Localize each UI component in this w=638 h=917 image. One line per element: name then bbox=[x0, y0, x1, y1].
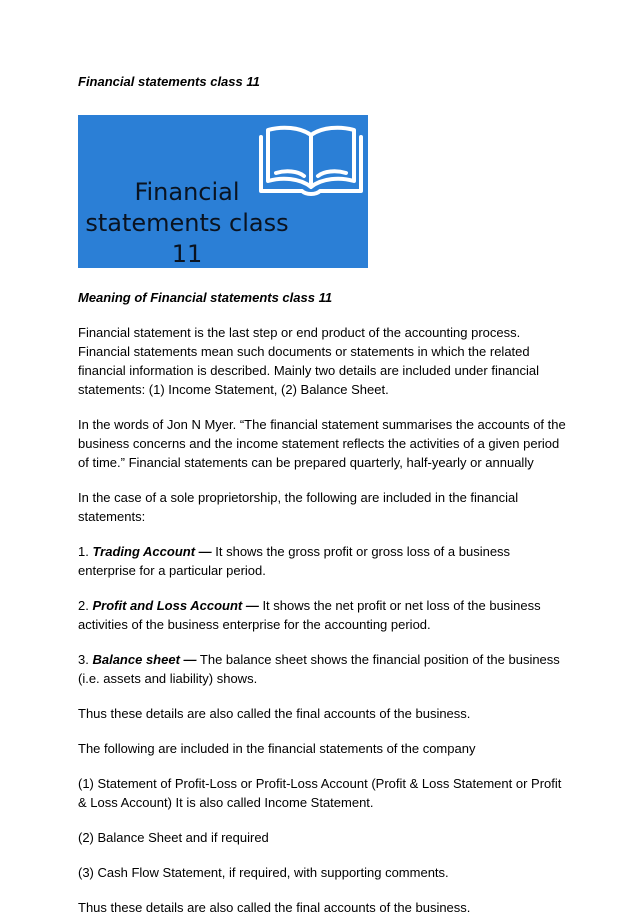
paragraph-final-accounts-closing: Thus these details are also called the final accounts of the business. bbox=[78, 900, 471, 915]
title-banner-image bbox=[78, 115, 368, 268]
list-item-number: 3. bbox=[78, 652, 93, 667]
list-item-text: The balance sheet shows the financial position of the business (i.e. assets and liability) shows. bbox=[78, 652, 560, 686]
list-item-title: Trading Account — bbox=[92, 544, 212, 559]
list-item-number: 2. bbox=[78, 598, 93, 613]
list-item-text: It shows the net profit or net loss of the business activities of the business enterprise for the accounting period. bbox=[78, 598, 541, 632]
banner-title bbox=[78, 177, 296, 270]
paragraph-income-statement: (1) Statement of Profit-Loss or Profit-Loss Account (Profit & Loss Statement or Profit & Loss Account) It is also called Income Statement. bbox=[78, 776, 562, 810]
paragraph-balance-sheet: (2) Balance Sheet and if required bbox=[78, 830, 269, 845]
section-heading: Meaning of Financial statements class 11 bbox=[78, 290, 333, 305]
paragraph-cash-flow: (3) Cash Flow Statement, if required, with supporting comments. bbox=[78, 865, 449, 880]
banner-line-1: Financial bbox=[134, 178, 240, 206]
list-item-text: It shows the gross profit or gross loss of a business enterprise for a particular period. bbox=[78, 544, 511, 578]
list-item-number: 1. bbox=[78, 544, 93, 559]
list-item-title: Profit and Loss Account — bbox=[92, 598, 259, 613]
list-item-balance-sheet bbox=[78, 650, 566, 688]
paragraph-quote: In the words of Jon N Myer. “The financial statement summarises the accounts of the business concerns and the income statement reflects the activities of a given period of time.” Financial statements can be prepared quarterly, half-yearly or annually bbox=[78, 417, 566, 470]
banner-line-3: 11 bbox=[171, 240, 203, 268]
paragraph-final-accounts: Thus these details are also called the final accounts of the business. bbox=[78, 706, 471, 721]
paragraph-meaning: Financial statement is the last step or end product of the accounting process. Financial statements mean such documents or statements in which the related financial information is described. Mainly two details are included under financial statements: (1) Income Statement, (2) Balance Sheet. bbox=[78, 325, 540, 397]
list-item-title: Balance sheet — bbox=[92, 652, 197, 667]
document-page bbox=[78, 72, 566, 917]
document-title: Financial statements class 11 bbox=[78, 74, 260, 89]
list-item-trading-account bbox=[78, 542, 566, 580]
paragraph-sole-proprietorship: In the case of a sole proprietorship, the following are included in the financial statements: bbox=[78, 490, 519, 524]
paragraph-company-intro: The following are included in the financial statements of the company bbox=[78, 741, 476, 756]
list-item-profit-loss-account bbox=[78, 596, 566, 634]
banner-line-2: statements class bbox=[85, 209, 289, 237]
